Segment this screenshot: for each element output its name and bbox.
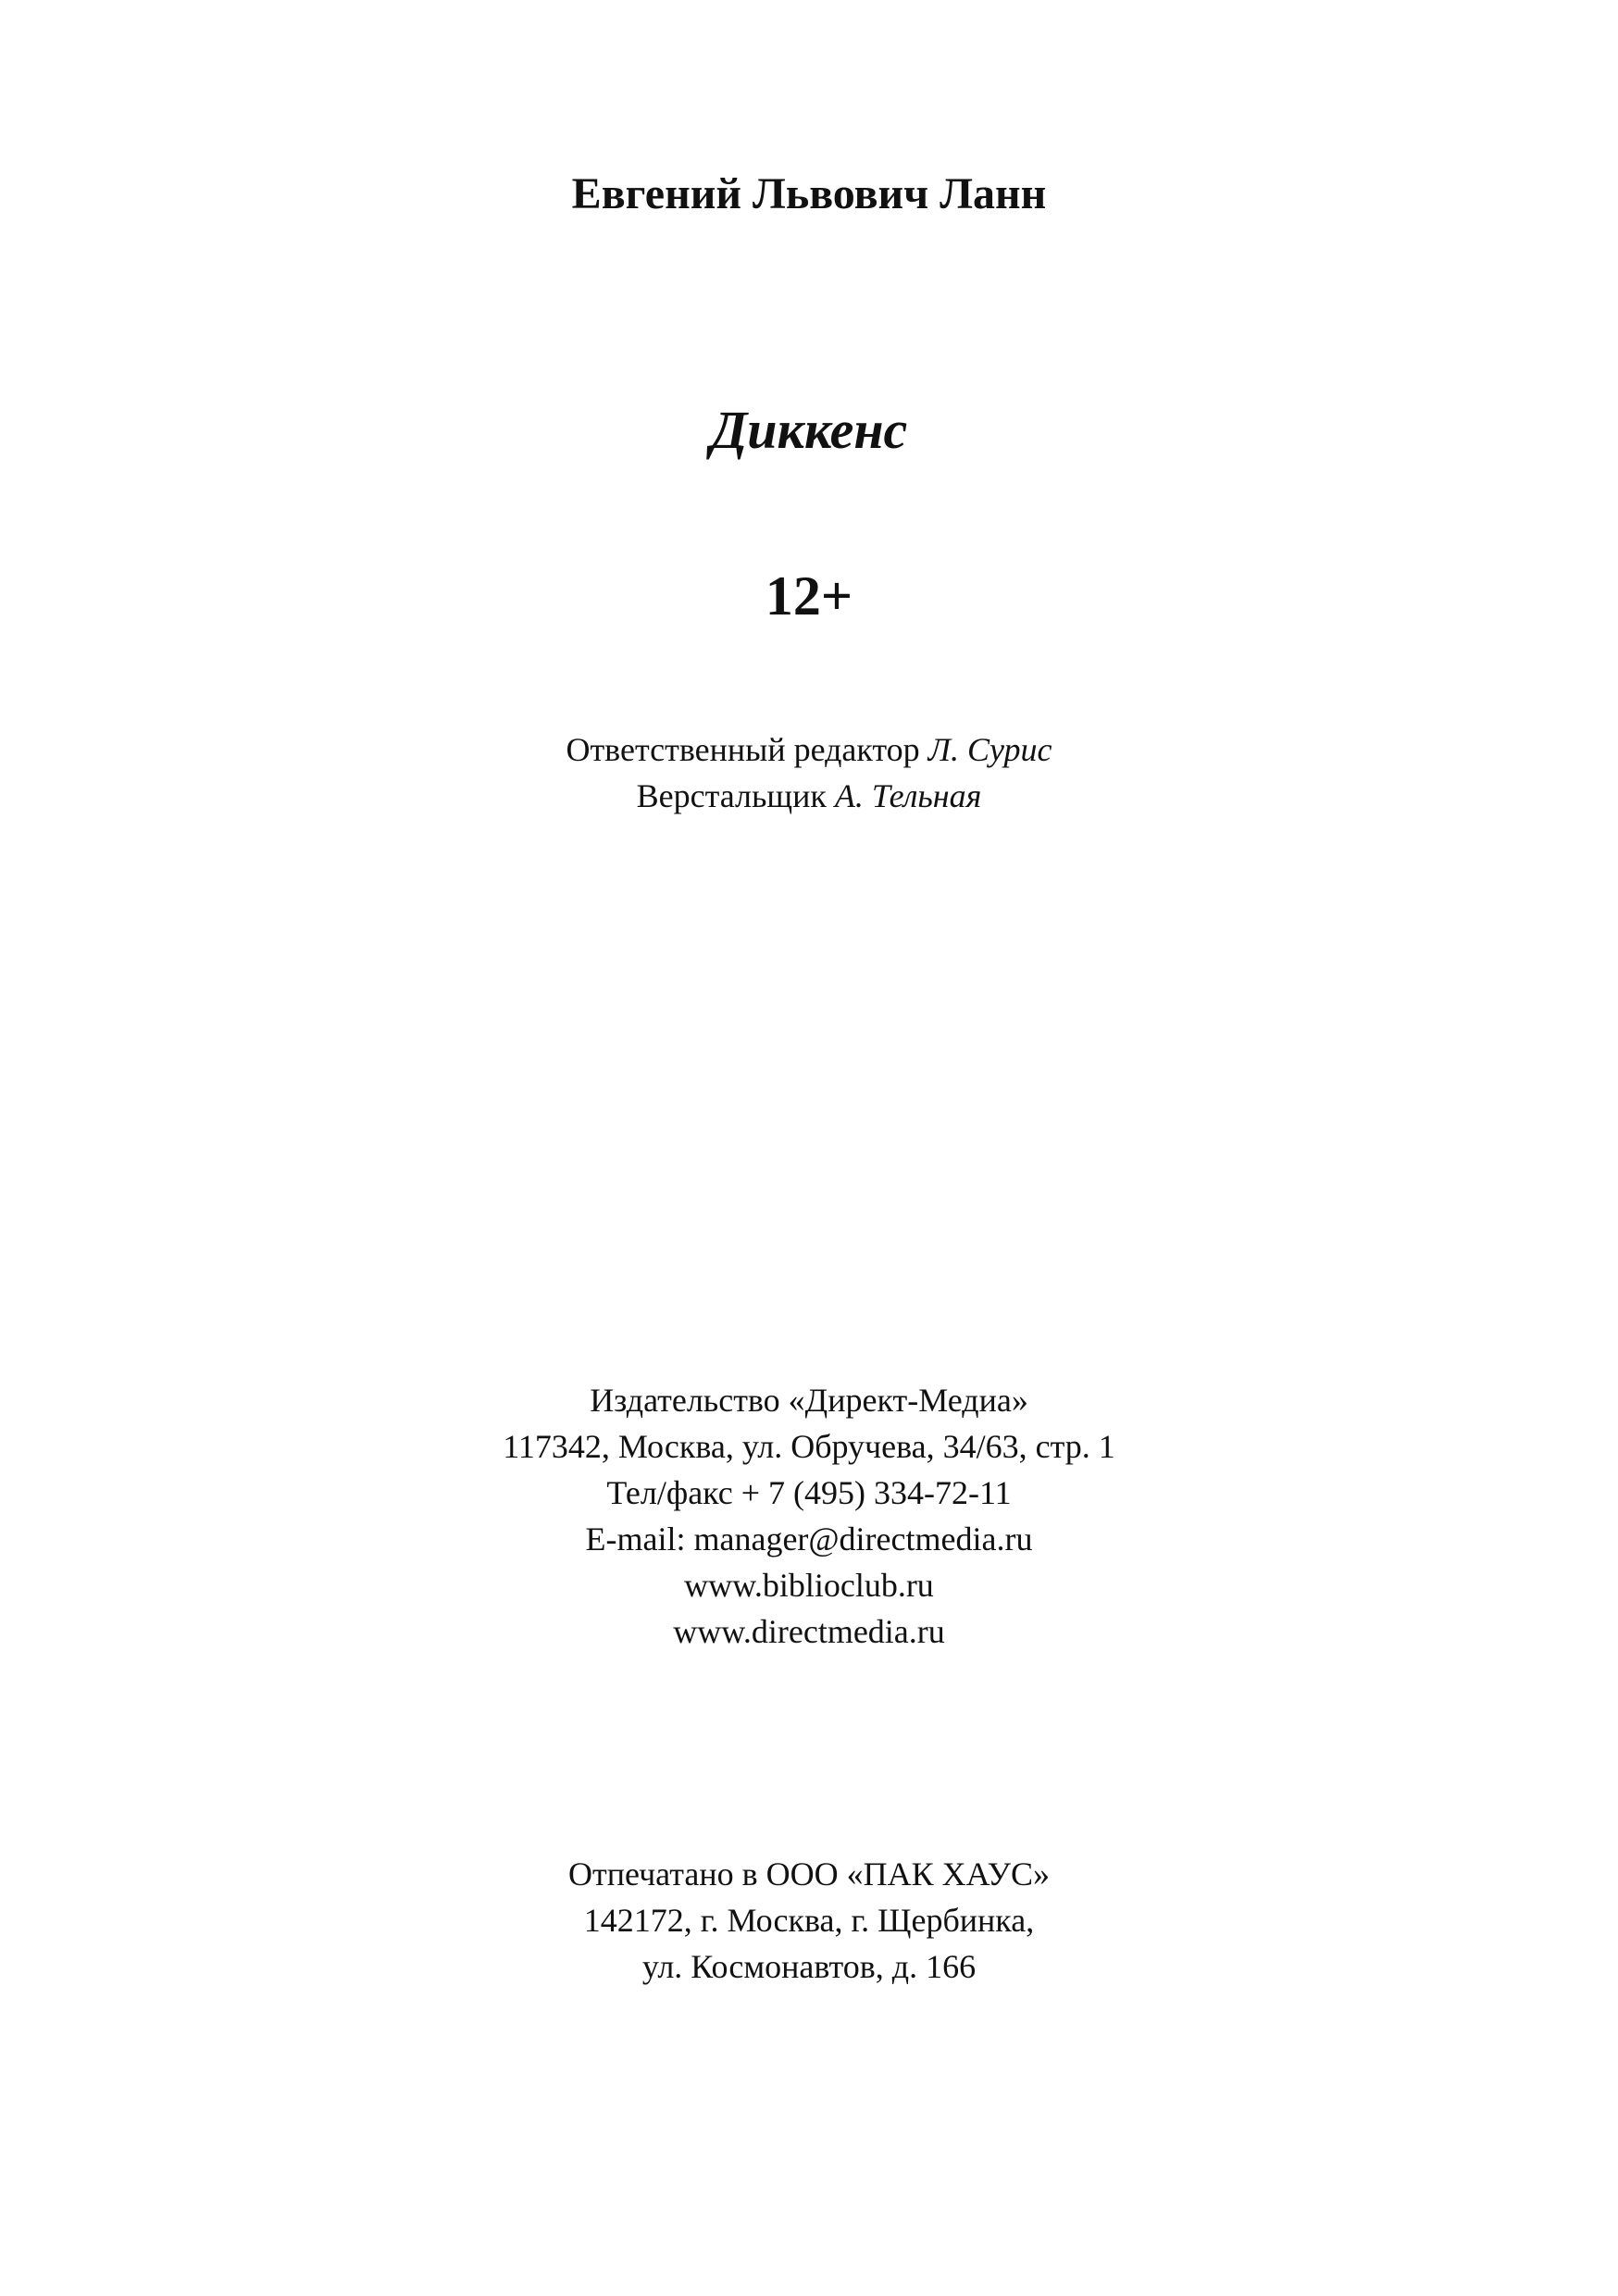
age-rating: 12+ — [765, 565, 853, 627]
publisher-email: E-mail: manager@directmedia.ru — [585, 1520, 1033, 1558]
publisher-website-biblioclub: www.biblioclub.ru — [684, 1567, 934, 1604]
printer-name: Отпечатано в ООО «ПАК ХАУС» — [568, 1855, 1050, 1893]
printer-address-street: ул. Космонавтов, д. 166 — [641, 1948, 977, 1985]
credit-editor — [0, 726, 1618, 773]
printer-block — [0, 1851, 1618, 1990]
printer-address-city: 142172, г. Москва, г. Щербинка, — [583, 1902, 1035, 1939]
credit-layout — [0, 773, 1618, 819]
publisher-name: Издательство «Директ-Медиа» — [590, 1382, 1028, 1419]
publisher-website-directmedia: www.directmedia.ru — [673, 1613, 945, 1650]
book-title: Диккенс — [710, 400, 908, 460]
credit-role: Ответственный редактор — [566, 731, 920, 768]
credit-role: Верстальщик — [636, 777, 827, 814]
credit-person: Л. Сурис — [927, 731, 1052, 768]
author-name: Евгений Львович Ланн — [571, 169, 1047, 218]
credits-block — [0, 726, 1618, 819]
publisher-block — [0, 1377, 1618, 1655]
publisher-phone: Тел/факс + 7 (495) 334-72-11 — [606, 1474, 1012, 1511]
credit-person: А. Тельная — [834, 777, 982, 814]
publisher-address: 117342, Москва, ул. Обручева, 34/63, стр. 1 — [503, 1428, 1115, 1465]
